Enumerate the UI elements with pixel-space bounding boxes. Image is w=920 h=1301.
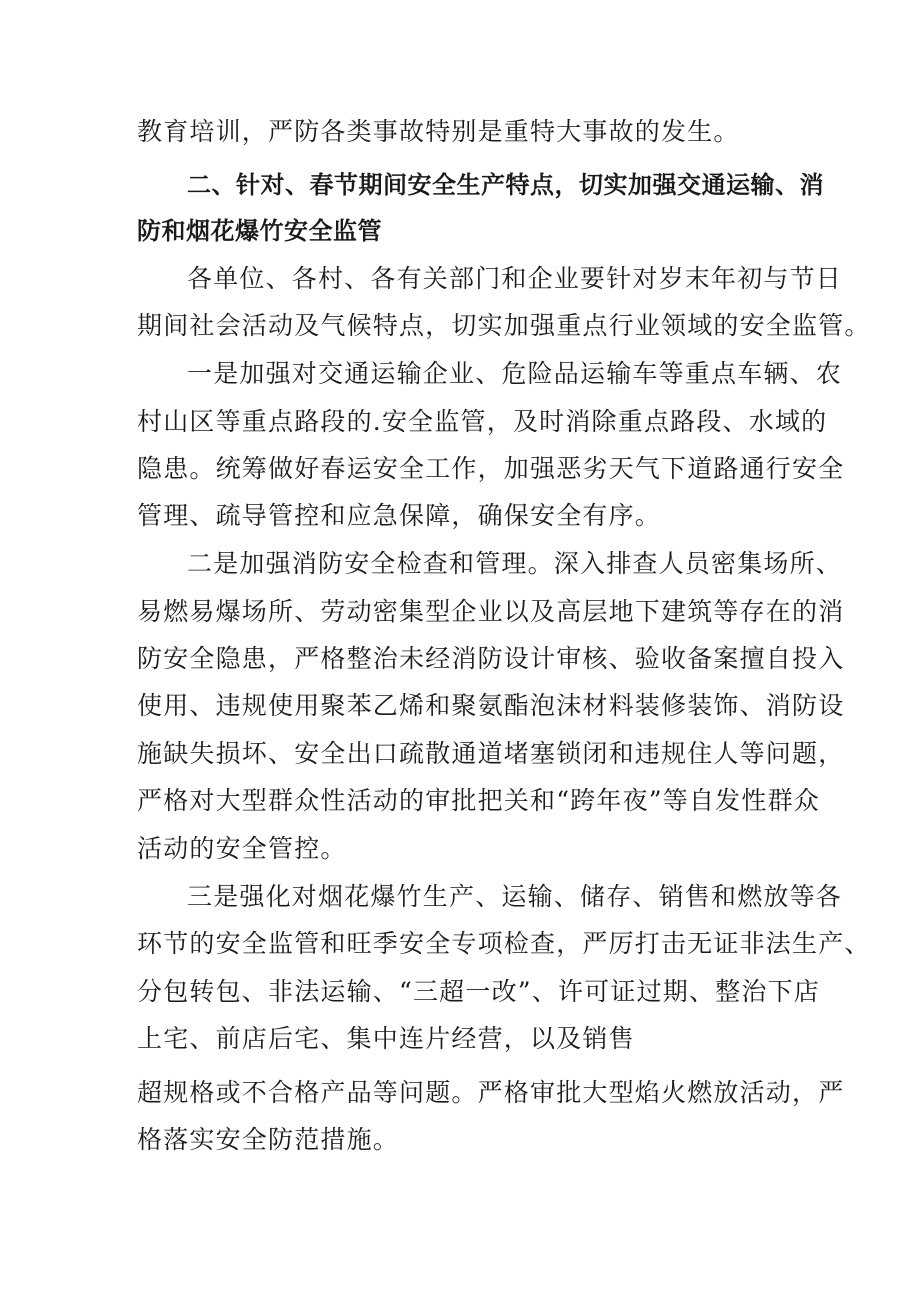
paragraph-line: 二是加强消防安全检查和管理。深入排查人员密集场所、 <box>187 549 843 578</box>
paragraph-line: 活动的安全管控。 <box>137 834 347 863</box>
section-heading-line: 防和烟花爆竹安全监管 <box>137 217 382 245</box>
paragraph-line: 格落实安全防范措施。 <box>137 1125 400 1154</box>
paragraph-line: 村山区等重点路段的.安全监管，及时消除重点路段、水域的 <box>137 407 828 436</box>
paragraph-line: 隐患。统筹做好春运安全工作，加强恶劣天气下道路通行安全 <box>137 454 845 483</box>
paragraph-line: 超规格或不合格产品等问题。严格审批大型焰火燃放活动，严 <box>137 1078 845 1107</box>
paragraph-line: 教育培训，严防各类事故特别是重特大事故的发生。 <box>137 117 740 146</box>
paragraph-line: 严格对大型群众性活动的审批把关和“跨年夜”等自发性群众 <box>137 786 820 815</box>
paragraph-line: 环节的安全监管和旺季安全专项检查，严厉打击无证非法生产、 <box>137 929 871 958</box>
paragraph-line: 防安全隐患，严格整治未经消防设计审核、验收备案擅自投入 <box>137 644 845 673</box>
paragraph-line: 管理、疏导管控和应急保障，确保安全有序。 <box>137 501 662 530</box>
paragraph-line: 上宅、前店后宅、集中连片经营，以及销售 <box>137 1024 635 1053</box>
paragraph-line: 施缺失损坏、安全出口疏散通道堵塞锁闭和违规住人等问题， <box>137 739 845 768</box>
paragraph-line: 使用、违规使用聚苯乙烯和聚氨酯泡沫材料装修装饰、消防设 <box>137 691 845 720</box>
paragraph-line: 期间社会活动及气候特点，切实加强重点行业领域的安全监管。 <box>137 311 871 340</box>
paragraph-line: 三是强化对烟花爆竹生产、运输、储存、销售和燃放等各 <box>187 882 843 911</box>
section-heading-line: 二、针对、春节期间安全生产特点，切实加强交通运输、消 <box>187 171 824 199</box>
paragraph-line: 分包转包、非法运输、“三超一改”、许可证过期、整治下店 <box>137 977 820 1006</box>
paragraph-line: 一是加强对交通运输企业、危险品运输车等重点车辆、农 <box>187 359 843 388</box>
paragraph-line: 易燃易爆场所、劳动密集型企业以及高层地下建筑等存在的消 <box>137 597 845 626</box>
paragraph-line: 各单位、各村、各有关部门和企业要针对岁末年初与节日 <box>187 264 843 293</box>
